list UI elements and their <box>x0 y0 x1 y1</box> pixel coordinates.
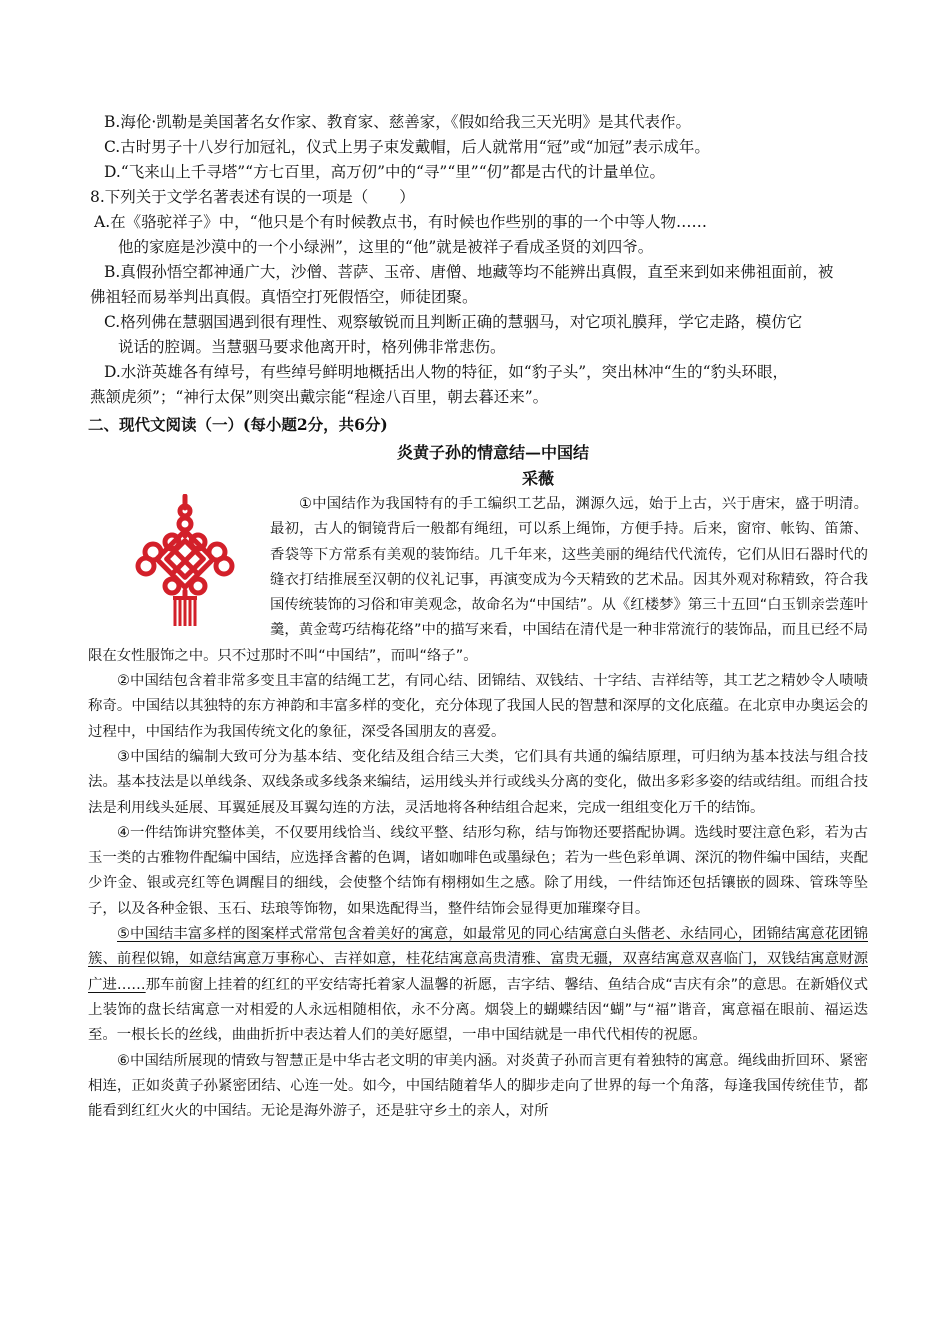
article-paragraph-6: ⑥中国结所展现的情致与智慧正是中华古老文明的审美内涵。对炎黄子孙而言更有着独特的寓意。绳线曲折回环、紧密相连，正如炎黄子孙紧密团结、心连一处。如今，中国结随着华人的脚步走向了世界的每一个角落，每逢我国传统佳节，都能看到红红火火的中国结。无论是海外游子，还是驻守乡土的亲人，对所 <box>88 1052 868 1120</box>
q8-option-a-line1: A.在《骆驼祥子》中，“他只是个有时候教点书，有时候也作些别的事的一个中等人物…… <box>94 213 708 231</box>
exam-page <box>88 110 868 1124</box>
section-heading: 二、现代文阅读（一）(每小题2分，共6分) <box>88 415 388 434</box>
article-title: 炎黄子孙的情意结—中国结 <box>396 443 589 462</box>
q7-option-b: B.海伦·凯勒是美国著名女作家、教育家、慈善家，《假如给我三天光明》是其代表作。 <box>104 113 691 131</box>
q7-option-c: C.古时男子十八岁行加冠礼，仪式上男子束发戴帽，后人就常用“冠”或“加冠”表示成年。 <box>104 138 710 156</box>
article-author: 采薇 <box>521 469 554 488</box>
q8-option-d-line2: 燕颔虎须”；“神行太保”则突出戴宗能“程途八百里，朝去暮还来”。 <box>90 388 549 406</box>
q7-option-d: D.“飞来山上千寻塔”“方七百里，高万仞”中的“寻”“里”“仞”都是古代的计量单位。 <box>104 163 666 181</box>
q8-option-a-line2: 他的家庭是沙漠中的一个小绿洲”，这里的“他”就是被祥子看成圣贤的刘四爷。 <box>118 238 654 256</box>
article-paragraph-1: ①中国结作为我国特有的手工编织工艺品，渊源久远，始于上古，兴于唐宋，盛于明清。最初，古人的铜镜背后一般都有绳纽，可以系上绳饰，方便手持。后来，窗帘、帐钩、笛箫、香袋等下方常系有美观的装饰结。几千年来，这些美丽的绳结代代流传，它们从旧石器时代的缝衣打结推展至汉朝的仪礼记事，再演变成为今天精致的艺术品。因其外观对称精致，符合我国传统装饰的习俗和审美观念，故命名为“中国结”。从《红楼梦》第三十五回“白玉钏亲尝莲叶羹，黄金莺巧结梅花络”中的描写来看，中国结在清代是一种非常流行的装饰品，而且已经不局限在女性服饰之中。只不过那时不叫“中国结”，而叫“络子”。 <box>88 496 868 664</box>
q8-option-c-line1: C.格列佛在慧骃国遇到很有理性、观察敏锐而且判断正确的慧骃马，对它项礼膜拜，学它走路，模仿它 <box>104 313 803 331</box>
paragraph-5-continuation: 那车前窗上挂着的红红的平安结寄托着家人温馨的祈愿，吉字结、馨结、鱼结合成“吉庆有余”的意思。在新婚仪式上装饰的盘长结寓意一对相爱的人永远相随相依，永不分离。烟袋上的蝴蝶结因“蝴”与“福”谐音，寓意福在眼前、福运迭至。一根长长的丝线，曲曲折折中表达着人们的美好愿望，一串中国结就是一串代代相传的祝愿。 <box>88 976 868 1044</box>
q8-stem: 8.下列关于文学名著表述有误的一项是（ ） <box>90 188 415 206</box>
article-paragraph-3: ③中国结的编制大致可分为基本结、变化结及组合结三大类，它们具有共通的编结原理，可归纳为基本技法与组合技法。基本技法是以单线条、双线条或多线条来编结，运用线头并行或线头分离的变化，做出多彩多姿的结或结组。而组合技法是利用线头延展、耳翼延展及耳翼勾连的方法，灵活地将各种结组合起来，完成一组组变化万千的结饰。 <box>88 748 868 816</box>
q8-option-b-line1: B.真假孙悟空都神通广大，沙僧、菩萨、玉帝、唐僧、地藏等均不能辨出真假，直至来到如来佛祖面前，被 <box>104 263 834 281</box>
q8-option-b-line2: 佛祖轻而易举判出真假。真悟空打死假悟空，师徒团聚。 <box>90 288 478 306</box>
article-body <box>88 492 868 1124</box>
article-paragraph-4: ④一件结饰讲究整体美，不仅要用线恰当、线纹平整、结形匀称，结与饰物还要搭配协调。选线时要注意色彩，若为古玉一类的古雅物件配编中国结，应选择含蓄的色调，诸如咖啡色或墨绿色；若为一些色彩单调、深沉的物件编中国结，夹配少许金、银或亮红等色调醒目的细线，会使整个结饰有栩栩如生之感。除了用线，一件结饰还包括镶嵌的圆珠、管珠等坠子，以及各种金银、玉石、珐琅等饰物，如果选配得当，整件结饰会显得更加璀璨夺目。 <box>88 824 868 917</box>
article-paragraph-2: ②中国结包含着非常多变且丰富的结绳工艺，有同心结、团锦结、双钱结、十字结、吉祥结等，其工艺之精妙令人啧啧称奇。中国结以其独特的东方神韵和丰富多样的变化，充分体现了我国人民的智慧和深厚的文化底蕴。在北京申办奥运会的过程中，中国结作为我国传统文化的象征，深受各国朋友的喜爱。 <box>88 673 868 740</box>
underlined-passage: ⑤中国结丰富多样的图案样式常常包含着美好的寓意，如最常见的同心结寓意白头偕老、永结同心，团锦结寓意花团锦簇、前程似锦，如意结寓意万事称心、吉祥如意，桂花结寓意高贵清雅、富贵无疆，双喜结寓意双喜临门，双钱结寓意财源广进…… <box>88 926 868 993</box>
q8-option-c-line2: 说话的腔调。当慧骃马要求他离开时，格列佛非常悲伤。 <box>118 338 506 356</box>
article-paragraph-5 <box>88 922 868 1048</box>
chinese-knot-icon <box>110 494 260 629</box>
q8-option-d-line1: D.水浒英雄各有绰号，有些绰号鲜明地概括出人物的特征，如“豹子头”，突出林冲“生的“豹头环眼， <box>104 363 789 381</box>
